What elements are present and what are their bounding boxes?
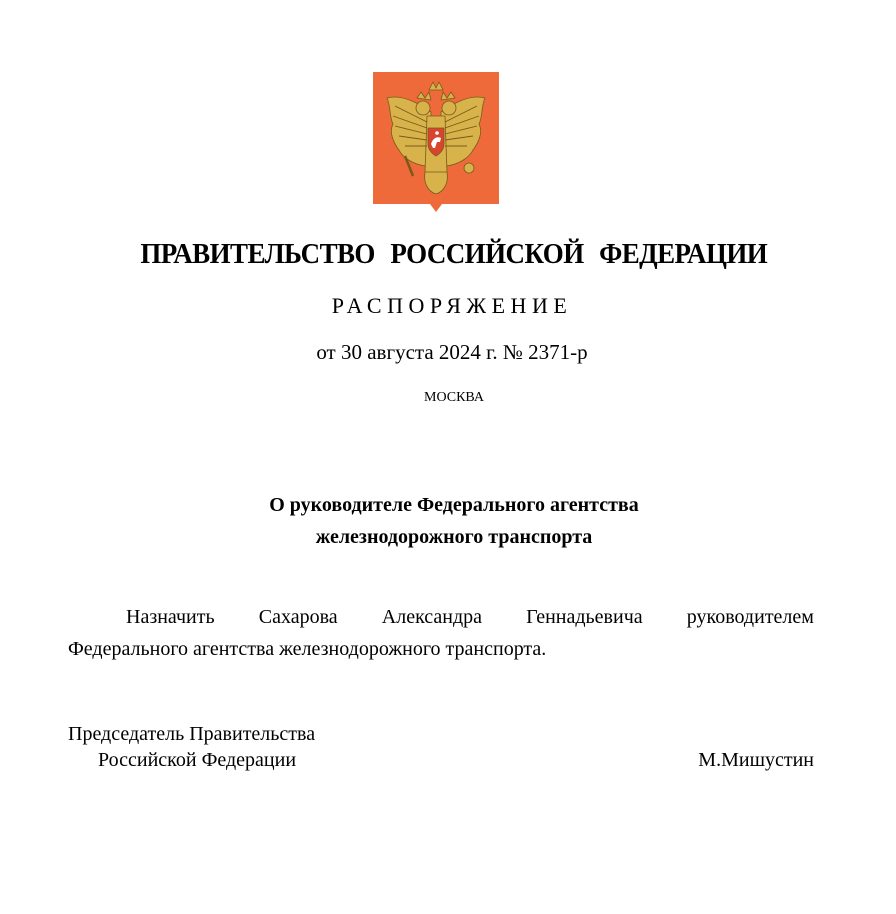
body-word: Геннадьевича: [526, 606, 643, 628]
document-subject: [0, 489, 896, 553]
body-line-1: [68, 601, 814, 633]
signer-position-line-2: Российской Федерации: [98, 749, 297, 771]
russian-coat-of-arms-icon: [373, 72, 499, 212]
signer-name: М.Мишустин: [698, 749, 814, 771]
body-word: Александра: [381, 606, 483, 628]
document-date-number: от 30 августа 2024 г. № 2371-р: [316, 340, 588, 364]
document-city: МОСКВА: [424, 390, 484, 405]
signer-position-line-1: Председатель Правительства: [68, 723, 316, 745]
government-title: ПРАВИТЕЛЬСТВО РОССИЙСКОЙ ФЕДЕРАЦИИ: [140, 238, 768, 270]
document-type: РАСПОРЯЖЕНИЕ: [331, 293, 573, 318]
body-word: Сахарова: [258, 606, 338, 628]
signer-position: [68, 721, 315, 773]
subject-line-2: железнодорожного транспорта: [315, 526, 593, 548]
body-word: руководителем: [686, 606, 814, 628]
body-word: Назначить: [126, 606, 215, 628]
document-body: [68, 601, 814, 665]
subject-line-1: О руководителе Федерального агентства: [269, 494, 639, 516]
body-line-2: Федерального агентства железнодорожного транспорта.: [68, 638, 547, 660]
